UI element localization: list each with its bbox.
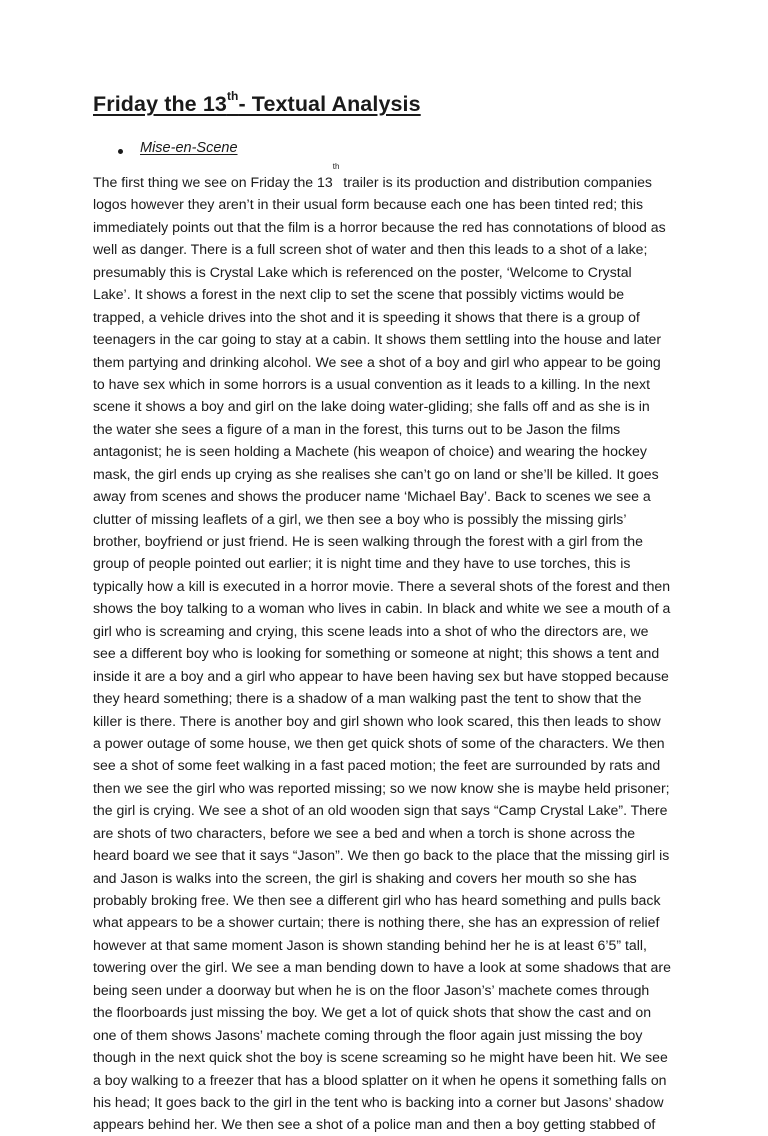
paragraph-line: logos however they aren’t in their usual form because each one has been tinted red; this xyxy=(93,196,643,213)
paragraph-line: they heard something; there is a shadow of a man walking past the tent to show that the xyxy=(93,690,642,707)
section-heading: Mise-en-Scene xyxy=(140,140,238,156)
paragraph-line: killer is there. There is another boy and girl shown who look scared, this then leads to show xyxy=(93,712,661,729)
bullet-icon xyxy=(118,149,123,154)
paragraph-line: Lake’. It shows a forest in the next clip to set the scene that possibly victims would be xyxy=(93,286,625,303)
paragraph-line: antagonist; he is seen holding a Machete (his weapon of choice) and wearing the hockey xyxy=(93,443,647,460)
paragraph-line: see a different boy who is looking for something or someone at night; this shows a tent and xyxy=(93,645,660,662)
page-title xyxy=(93,89,421,117)
body-paragraph xyxy=(93,162,671,1136)
paragraph-line: the floorboards just missing the boy. We get a lot of quick shots that show the cast and on xyxy=(93,1004,652,1021)
paragraph-line: group of people pointed out earlier; it is night time and they have to use torches, this is xyxy=(93,555,631,572)
paragraph-line: then we see the girl who was reported missing; so we now know she is maybe held prisoner; xyxy=(93,779,670,796)
paragraph-line: girl who is screaming and crying, this scene leads into a shot of who the directors are, we xyxy=(93,622,649,639)
paragraph-line: the girl is crying. We see a shot of an old wooden sign that says “Camp Crystal Lake”. There xyxy=(93,802,668,819)
paragraph-lines xyxy=(93,193,671,1135)
paragraph-line: a boy walking to a freezer that has a blood splatter on it when he opens it something falls on xyxy=(93,1071,667,1088)
paragraph-line: being seen under a doorway but when he is on the floor Jason’s’ machete comes through xyxy=(93,981,650,998)
paragraph-line: though in the next quick shot the boy is scene screaming so he might have been hit. We see xyxy=(93,1049,668,1066)
paragraph-line: trapped, a vehicle drives into the shot and it is speeding it shows that there is a group of xyxy=(93,308,640,325)
paragraph-line: scene it shows a boy and girl on the lake doing water-gliding; she falls off and as she is in xyxy=(93,398,650,415)
paragraph-line: inside it are a boy and a girl who appear to have been having sex but have stopped because xyxy=(93,667,669,684)
paragraph-line: are shots of two characters, before we see a bed and when a torch is shone across the xyxy=(93,824,636,841)
paragraph-line: a power outage of some house, we then get quick shots of some of the characters. We then xyxy=(93,734,665,751)
paragraph-line: however at that same moment Jason is shown standing behind her he is at least 6’5” tall, xyxy=(93,936,647,953)
paragraph-line xyxy=(93,162,671,193)
paragraph-line: see a shot of some feet walking in a fast paced motion; the feet are surrounded by rats and xyxy=(93,757,661,774)
paragraph-line: immediately points out that the film is a horror because the red has connotations of blood as xyxy=(93,218,666,235)
paragraph-line: well as danger. There is a full screen shot of water and then this leads to a shot of a lake; xyxy=(93,241,648,258)
paragraph-line: teenagers in the car going to stay at a cabin. It shows them settling into the house and later xyxy=(93,331,662,348)
paragraph-line: appears behind her. We then see a shot of a police man and then a boy getting stabbed of xyxy=(93,1116,656,1133)
paragraph-line: to have sex which in some horrors is a usual convention as it leads to a killing. In the next xyxy=(93,375,650,392)
paragraph-line: heard board we see that it says “Jason”. We then go back to the place that the missing girl is xyxy=(93,847,670,864)
paragraph-line: one of them shows Jasons’ machete coming through the floor again just missing the boy xyxy=(93,1026,643,1043)
paragraph-line: presumably this is Crystal Lake which is referenced on the poster, ‘Welcome to Crystal xyxy=(93,263,632,280)
paragraph-line: brother, boyfriend or just friend. He is seen walking through the forest with a girl from the xyxy=(93,533,643,549)
title-rest: - Textual Analysis xyxy=(238,92,421,116)
title-main: Friday the 13 xyxy=(93,92,227,116)
paragraph-line: and Jason is walks into the screen, the girl is shaking and covers her mouth so she has xyxy=(93,869,637,886)
paragraph-line: towering over the girl. We see a man bending down to have a look at some shadows that are xyxy=(93,959,671,976)
line-text: The first thing we see on Friday the 13 xyxy=(93,174,333,190)
paragraph-line: them partying and drinking alcohol. We see a shot of a boy and girl who appear to be going xyxy=(93,353,661,370)
paragraph-line: shows the boy talking to a woman who lives in cabin. In black and white we see a mouth of a xyxy=(93,600,671,617)
paragraph-line: probably broking free. We then see a different girl who has heard something and pulls back xyxy=(93,892,661,908)
line-text: trailer is its production and distribution companies xyxy=(339,174,652,190)
paragraph-line: typically how a kill is executed in a horror movie. There a several shots of the forest and then xyxy=(93,577,671,594)
paragraph-line: his head; It goes back to the girl in the tent who is backing into a corner but Jasons’ shadow xyxy=(93,1093,664,1110)
paragraph-line: what appears to be a shower curtain; there is nothing there, she has an expression of relief xyxy=(93,914,660,931)
paragraph-line: mask, the girl ends up crying as she realises she can’t go on land or she’ll be killed. It goes xyxy=(93,465,659,482)
paragraph-line: the water she sees a figure of a man in the forest, this turns out to be Jason the films xyxy=(93,420,621,437)
paragraph-line: clutter of missing leaflets of a girl, we then see a boy who is possibly the missing girls’ xyxy=(93,510,627,527)
line-superscript: th xyxy=(332,162,340,171)
paragraph-line: away from scenes and shows the producer name ‘Michael Bay’. Back to scenes we see a xyxy=(93,488,651,505)
title-superscript: th xyxy=(226,89,239,103)
